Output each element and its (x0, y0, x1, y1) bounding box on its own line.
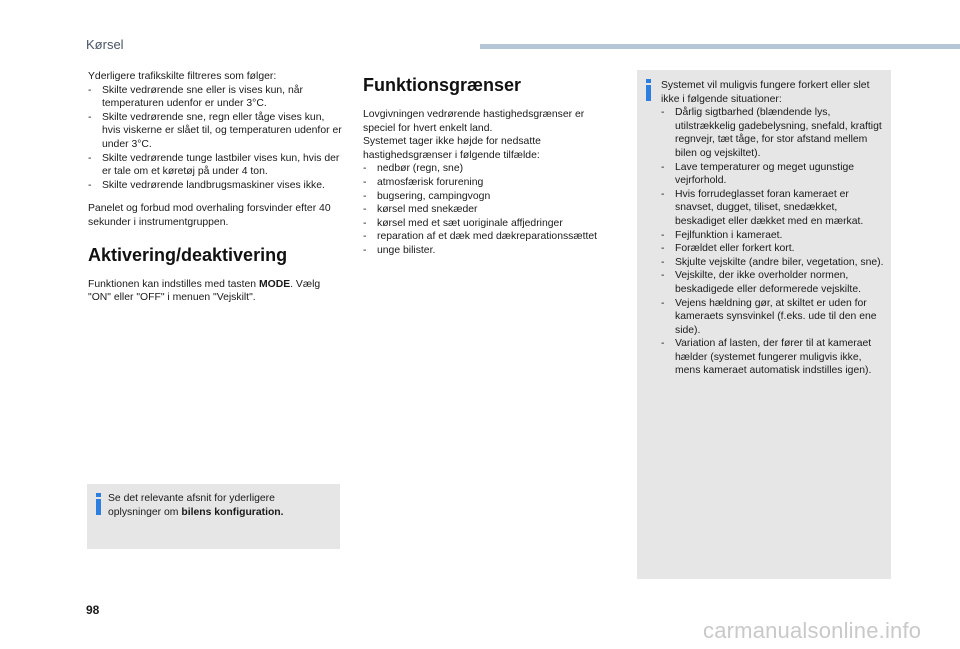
list-item: - nedbør (regn, sne) (363, 162, 618, 176)
limits-text-1: Lovgivningen vedrørende hastighedsgrænser er speciel for hvert enkelt land. (363, 109, 585, 134)
list-item: - Fejlfunktion i kameraet. (661, 229, 887, 243)
list-item: - Skilte vedrørende tunge lastbiler vises kun, hvis der er tale om et køretøj på under 4 ton. (88, 152, 344, 179)
info-icon (646, 79, 652, 101)
activation-text-start: Funktionen kan indstilles med tasten (88, 278, 259, 290)
activation-text (88, 278, 344, 305)
info-box-configuration (87, 484, 340, 549)
activation-text-end: . Vælg "ON" eller "OFF" i menuen "Vejskilt". (88, 278, 321, 304)
list-item: - bugsering, campingvogn (363, 190, 618, 204)
list-item: - atmosfærisk forurening (363, 176, 618, 190)
list-item: - reparation af et dæk med dækreparationssættet (363, 230, 618, 244)
limits-list (363, 162, 618, 257)
list-item: - Lave temperaturer og meget ugunstige vejrforhold. (661, 161, 887, 188)
limits-heading: Funktionsgrænser (363, 75, 522, 95)
watermark: carmanualsonline.info (703, 618, 922, 643)
limits-text-2: Systemet tager ikke højde for nedsatte hastighedsgrænser i følgende tilfælde: (363, 136, 541, 161)
list-item: - kørsel med snekæder (363, 203, 618, 217)
mode-key-label: MODE (258, 278, 291, 290)
info-text-start: Se det relevante afsnit for yderligere oplysninger om (108, 493, 275, 518)
list-item: - Dårlig sigtbarhed (blændende lys, utilstrækkelig gadebelysning, snefald, kraftigt regnvejr, tæt tåge, for stor afstand mellem bilen og vejskiltet). (661, 106, 887, 160)
filter-intro: Yderligere trafikskilte filtreres som følger: (88, 71, 277, 82)
list-item: - Variation af lasten, der fører til at kameraet hælder (systemet fungerer muligvis ikke, mens kameraet automatisk indstilles igen). (661, 337, 887, 378)
page-number: 98 (86, 603, 100, 617)
info-text (108, 492, 330, 519)
list-item: - Skilte vedrørende sne, regn eller tåge vises kun, hvis viskerne er slået til, og temperaturen udenfor er under 3°C. (88, 111, 344, 152)
info-text (661, 79, 887, 378)
list-item: - Vejskilte, der ikke overholder normen, beskadigede eller deformerede vejskilte. (661, 269, 887, 296)
info-box-malfunction (637, 70, 891, 579)
list-item: - Skilte vedrørende landbrugsmaskiner vises ikke. (88, 179, 344, 193)
header-bar (480, 44, 960, 49)
list-item: - Skilte vedrørende sne eller is vises kun, når temperaturen udenfor er under 3°C. (88, 84, 344, 111)
list-item: - Skjulte vejskilte (andre biler, vegetation, sne). (661, 256, 887, 270)
left-column (88, 70, 344, 315)
info-icon (96, 493, 102, 515)
middle-column (363, 70, 618, 268)
section-title: Kørsel (86, 37, 124, 52)
list-item: - Vejens hældning gør, at skiltet er uden for kameraets synsvinkel (f.eks. ude til den ene side). (661, 297, 887, 338)
list-item: - Hvis forrudeglasset foran kameraet er snavset, dugget, tiliset, snedækket, beskadiget eller dækket med en mærkat. (661, 188, 887, 229)
malfunction-intro: Systemet vil muligvis fungere forkert eller slet ikke i følgende situationer: (661, 80, 870, 105)
overtaking-note: Panelet og forbud mod overhaling forsvinder efter 40 sekunder i instrumentgruppen. (88, 203, 331, 228)
list-item: - kørsel med et sæt uoriginale affjedringer (363, 217, 618, 231)
info-link-text: bilens konfiguration. (181, 506, 284, 518)
list-item: - Forældet eller forkert kort. (661, 242, 887, 256)
activation-heading: Aktivering/deaktivering (88, 244, 288, 265)
list-item: - unge bilister. (363, 244, 618, 258)
malfunction-list (661, 106, 887, 378)
filter-list (88, 84, 344, 193)
